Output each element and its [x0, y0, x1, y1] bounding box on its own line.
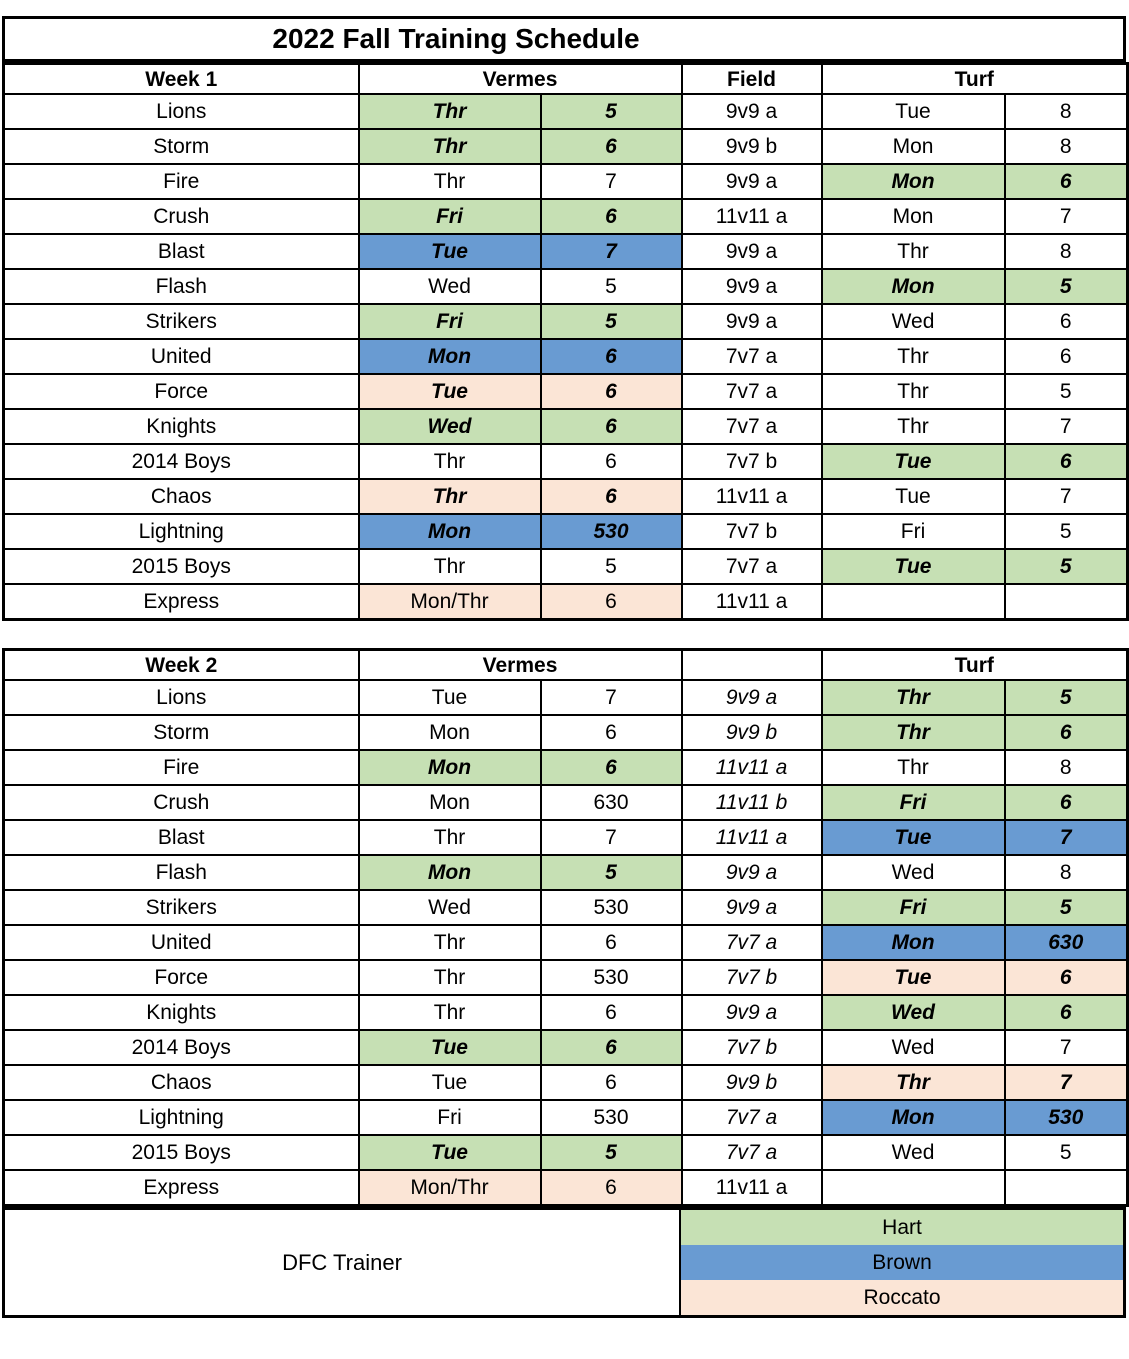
team-row: [4, 715, 1128, 750]
turf-time-cell: 5: [1005, 514, 1128, 549]
turf-time-cell: 5: [1005, 549, 1128, 584]
page-title: 2022 Fall Training Schedule: [272, 23, 640, 54]
week1-vermes-header: Vermes: [359, 64, 682, 95]
vermes-day-cell: Wed: [359, 890, 541, 925]
vermes-day-cell: Tue: [359, 1065, 541, 1100]
turf-day-cell: Mon: [822, 269, 1005, 304]
turf-day-cell: Fri: [822, 890, 1005, 925]
vermes-time-cell: 6: [541, 995, 682, 1030]
trainer-legend: [2, 1207, 1126, 1318]
field-cell: 9v9 a: [682, 855, 822, 890]
trainer-row-hart: [681, 1210, 1123, 1245]
team-cell: Fire: [4, 750, 359, 785]
team-cell: Storm: [4, 129, 359, 164]
field-cell: 11v11 b: [682, 785, 822, 820]
trainer-color-key: [681, 1210, 1123, 1315]
field-cell: 9v9 a: [682, 164, 822, 199]
field-cell: 9v9 b: [682, 1065, 822, 1100]
turf-time-cell: 7: [1005, 409, 1128, 444]
field-cell: 9v9 a: [682, 304, 822, 339]
vermes-day-cell: Mon: [359, 855, 541, 890]
field-cell: 9v9 a: [682, 995, 822, 1030]
turf-time-cell: 8: [1005, 234, 1128, 269]
team-cell: Fire: [4, 164, 359, 199]
field-cell: 11v11 a: [682, 820, 822, 855]
team-row: [4, 890, 1128, 925]
field-cell: 7v7 b: [682, 1030, 822, 1065]
team-row: [4, 855, 1128, 890]
vermes-day-cell: Thr: [359, 995, 541, 1030]
turf-time-cell: 5: [1005, 1135, 1128, 1170]
vermes-time-cell: 6: [541, 339, 682, 374]
week1-body: [4, 94, 1128, 620]
turf-time-cell: 6: [1005, 960, 1128, 995]
vermes-time-cell: 6: [541, 199, 682, 234]
trainer-name: Roccato: [863, 1285, 941, 1309]
turf-day-cell: Mon: [822, 164, 1005, 199]
team-cell: United: [4, 925, 359, 960]
turf-day-cell: Tue: [822, 94, 1005, 129]
team-row: [4, 164, 1128, 199]
vermes-time-cell: 6: [541, 1065, 682, 1100]
vermes-day-cell: Fri: [359, 304, 541, 339]
vermes-day-cell: Mon: [359, 339, 541, 374]
field-cell: 7v7 a: [682, 339, 822, 374]
week1-table: [2, 62, 1129, 621]
team-row: [4, 995, 1128, 1030]
turf-time-cell: 8: [1005, 855, 1128, 890]
vermes-time-cell: 7: [541, 680, 682, 715]
team-cell: Strikers: [4, 890, 359, 925]
team-cell: Knights: [4, 995, 359, 1030]
week2-vermes-header: Vermes: [359, 650, 682, 681]
vermes-day-cell: Mon/Thr: [359, 1170, 541, 1206]
team-row: [4, 820, 1128, 855]
team-cell: Express: [4, 1170, 359, 1206]
team-row: [4, 374, 1128, 409]
vermes-time-cell: 6: [541, 584, 682, 620]
vermes-day-cell: Mon: [359, 785, 541, 820]
team-row: [4, 94, 1128, 129]
team-cell: Blast: [4, 234, 359, 269]
vermes-time-cell: 7: [541, 234, 682, 269]
turf-time-cell: 8: [1005, 94, 1128, 129]
turf-day-cell: Tue: [822, 960, 1005, 995]
field-cell: 9v9 a: [682, 890, 822, 925]
vermes-day-cell: Mon: [359, 715, 541, 750]
turf-time-cell: 7: [1005, 820, 1128, 855]
turf-time-cell: 6: [1005, 995, 1128, 1030]
field-cell: 9v9 b: [682, 715, 822, 750]
turf-time-cell: 6: [1005, 715, 1128, 750]
turf-day-cell: Mon: [822, 129, 1005, 164]
turf-time-cell: [1005, 1170, 1128, 1206]
turf-day-cell: Tue: [822, 820, 1005, 855]
team-row: [4, 234, 1128, 269]
field-cell: 7v7 a: [682, 1135, 822, 1170]
field-cell: 11v11 a: [682, 199, 822, 234]
team-row: [4, 304, 1128, 339]
turf-day-cell: [822, 584, 1005, 620]
week1-header-row: [4, 64, 1128, 95]
team-cell: Force: [4, 374, 359, 409]
team-row: [4, 269, 1128, 304]
turf-time-cell: 7: [1005, 1065, 1128, 1100]
vermes-time-cell: 530: [541, 960, 682, 995]
team-row: [4, 199, 1128, 234]
vermes-day-cell: Tue: [359, 1135, 541, 1170]
team-cell: Flash: [4, 855, 359, 890]
vermes-time-cell: 6: [541, 444, 682, 479]
turf-day-cell: Tue: [822, 549, 1005, 584]
vermes-time-cell: 6: [541, 1170, 682, 1206]
vermes-day-cell: Wed: [359, 269, 541, 304]
week2-turf-header: Turf: [822, 650, 1128, 681]
team-row: [4, 129, 1128, 164]
turf-time-cell: 6: [1005, 339, 1128, 374]
turf-day-cell: [822, 1170, 1005, 1206]
team-cell: United: [4, 339, 359, 374]
vermes-day-cell: Mon: [359, 750, 541, 785]
turf-time-cell: 7: [1005, 199, 1128, 234]
turf-day-cell: Wed: [822, 1030, 1005, 1065]
vermes-day-cell: Fri: [359, 1100, 541, 1135]
vermes-day-cell: Thr: [359, 444, 541, 479]
vermes-time-cell: 530: [541, 1100, 682, 1135]
team-cell: Blast: [4, 820, 359, 855]
turf-time-cell: 8: [1005, 129, 1128, 164]
trainer-legend-label: DFC Trainer: [282, 1249, 402, 1275]
team-row: [4, 584, 1128, 620]
turf-day-cell: Mon: [822, 1100, 1005, 1135]
vermes-day-cell: Mon: [359, 514, 541, 549]
vermes-day-cell: Thr: [359, 94, 541, 129]
trainer-name: Brown: [872, 1250, 932, 1274]
team-row: [4, 960, 1128, 995]
field-cell: 7v7 a: [682, 925, 822, 960]
vermes-day-cell: Fri: [359, 199, 541, 234]
week1-turf-header: Turf: [822, 64, 1128, 95]
team-cell: 2014 Boys: [4, 1030, 359, 1065]
team-row: [4, 1030, 1128, 1065]
vermes-day-cell: Thr: [359, 549, 541, 584]
vermes-time-cell: 6: [541, 409, 682, 444]
team-cell: Lions: [4, 94, 359, 129]
schedule-sheet: [2, 16, 1126, 1318]
team-cell: Crush: [4, 199, 359, 234]
week1-label: Week 1: [4, 64, 359, 95]
team-cell: Knights: [4, 409, 359, 444]
turf-time-cell: 6: [1005, 164, 1128, 199]
turf-time-cell: 630: [1005, 925, 1128, 960]
team-row: [4, 444, 1128, 479]
turf-time-cell: [1005, 584, 1128, 620]
week2-field-header: [682, 650, 822, 681]
vermes-time-cell: 5: [541, 269, 682, 304]
vermes-time-cell: 5: [541, 1135, 682, 1170]
vermes-time-cell: 6: [541, 925, 682, 960]
team-row: [4, 1100, 1128, 1135]
turf-day-cell: Wed: [822, 995, 1005, 1030]
turf-time-cell: 7: [1005, 1030, 1128, 1065]
vermes-time-cell: 6: [541, 374, 682, 409]
team-cell: Express: [4, 584, 359, 620]
team-row: [4, 549, 1128, 584]
vermes-day-cell: Thr: [359, 820, 541, 855]
week2-header-row: [4, 650, 1128, 681]
vermes-day-cell: Thr: [359, 479, 541, 514]
field-cell: 11v11 a: [682, 584, 822, 620]
table-gap: [2, 621, 1126, 648]
turf-day-cell: Thr: [822, 374, 1005, 409]
vermes-time-cell: 6: [541, 750, 682, 785]
title-bar: [2, 16, 1126, 62]
team-cell: Lions: [4, 680, 359, 715]
vermes-day-cell: Tue: [359, 374, 541, 409]
turf-time-cell: 5: [1005, 374, 1128, 409]
field-cell: 7v7 a: [682, 549, 822, 584]
turf-day-cell: Tue: [822, 444, 1005, 479]
field-cell: 7v7 a: [682, 1100, 822, 1135]
vermes-day-cell: Thr: [359, 960, 541, 995]
team-cell: Flash: [4, 269, 359, 304]
turf-time-cell: 7: [1005, 479, 1128, 514]
vermes-time-cell: 530: [541, 890, 682, 925]
team-row: [4, 925, 1128, 960]
turf-day-cell: Mon: [822, 925, 1005, 960]
trainer-legend-label-cell: [5, 1210, 681, 1315]
week2-table: [2, 648, 1129, 1207]
team-cell: Crush: [4, 785, 359, 820]
turf-day-cell: Tue: [822, 479, 1005, 514]
vermes-day-cell: Thr: [359, 164, 541, 199]
turf-day-cell: Wed: [822, 1135, 1005, 1170]
vermes-time-cell: 5: [541, 304, 682, 339]
team-cell: Lightning: [4, 1100, 359, 1135]
field-cell: 9v9 a: [682, 94, 822, 129]
team-row: [4, 479, 1128, 514]
turf-day-cell: Thr: [822, 339, 1005, 374]
vermes-time-cell: 5: [541, 94, 682, 129]
team-row: [4, 680, 1128, 715]
field-cell: 7v7 a: [682, 409, 822, 444]
team-row: [4, 1170, 1128, 1206]
team-cell: Storm: [4, 715, 359, 750]
turf-day-cell: Thr: [822, 1065, 1005, 1100]
team-row: [4, 514, 1128, 549]
vermes-time-cell: 630: [541, 785, 682, 820]
team-row: [4, 1135, 1128, 1170]
trainer-name: Hart: [882, 1215, 922, 1239]
field-cell: 9v9 a: [682, 234, 822, 269]
turf-day-cell: Thr: [822, 715, 1005, 750]
field-cell: 9v9 a: [682, 269, 822, 304]
turf-day-cell: Mon: [822, 199, 1005, 234]
turf-time-cell: 5: [1005, 890, 1128, 925]
team-row: [4, 785, 1128, 820]
vermes-day-cell: Thr: [359, 925, 541, 960]
field-cell: 7v7 a: [682, 374, 822, 409]
turf-time-cell: 5: [1005, 680, 1128, 715]
turf-time-cell: 6: [1005, 785, 1128, 820]
vermes-day-cell: Thr: [359, 129, 541, 164]
field-cell: 11v11 a: [682, 479, 822, 514]
team-cell: 2014 Boys: [4, 444, 359, 479]
team-cell: Chaos: [4, 479, 359, 514]
turf-time-cell: 530: [1005, 1100, 1128, 1135]
vermes-day-cell: Tue: [359, 680, 541, 715]
turf-day-cell: Thr: [822, 750, 1005, 785]
field-cell: 7v7 b: [682, 444, 822, 479]
vermes-time-cell: 6: [541, 715, 682, 750]
team-cell: Chaos: [4, 1065, 359, 1100]
vermes-day-cell: Tue: [359, 234, 541, 269]
vermes-time-cell: 6: [541, 1030, 682, 1065]
turf-day-cell: Fri: [822, 514, 1005, 549]
turf-day-cell: Thr: [822, 680, 1005, 715]
vermes-time-cell: 6: [541, 129, 682, 164]
week1-field-header: Field: [682, 64, 822, 95]
trainer-row-roccato: [681, 1280, 1123, 1315]
team-cell: 2015 Boys: [4, 549, 359, 584]
turf-day-cell: Fri: [822, 785, 1005, 820]
field-cell: 7v7 b: [682, 960, 822, 995]
team-cell: Strikers: [4, 304, 359, 339]
team-cell: 2015 Boys: [4, 1135, 359, 1170]
team-row: [4, 1065, 1128, 1100]
turf-day-cell: Thr: [822, 234, 1005, 269]
vermes-day-cell: Mon/Thr: [359, 584, 541, 620]
vermes-time-cell: 7: [541, 164, 682, 199]
week2-label: Week 2: [4, 650, 359, 681]
field-cell: 9v9 a: [682, 680, 822, 715]
turf-day-cell: Wed: [822, 304, 1005, 339]
team-cell: Lightning: [4, 514, 359, 549]
team-row: [4, 339, 1128, 374]
vermes-time-cell: 7: [541, 820, 682, 855]
field-cell: 9v9 b: [682, 129, 822, 164]
vermes-time-cell: 5: [541, 549, 682, 584]
field-cell: 11v11 a: [682, 1170, 822, 1206]
field-cell: 7v7 b: [682, 514, 822, 549]
turf-day-cell: Thr: [822, 409, 1005, 444]
field-cell: 11v11 a: [682, 750, 822, 785]
trainer-row-brown: [681, 1245, 1123, 1280]
vermes-day-cell: Tue: [359, 1030, 541, 1065]
turf-time-cell: 8: [1005, 750, 1128, 785]
turf-time-cell: 6: [1005, 444, 1128, 479]
week2-body: [4, 680, 1128, 1206]
team-row: [4, 750, 1128, 785]
vermes-day-cell: Wed: [359, 409, 541, 444]
vermes-time-cell: 5: [541, 855, 682, 890]
team-row: [4, 409, 1128, 444]
vermes-time-cell: 6: [541, 479, 682, 514]
turf-time-cell: 5: [1005, 269, 1128, 304]
turf-day-cell: Wed: [822, 855, 1005, 890]
turf-time-cell: 6: [1005, 304, 1128, 339]
team-cell: Force: [4, 960, 359, 995]
vermes-time-cell: 530: [541, 514, 682, 549]
